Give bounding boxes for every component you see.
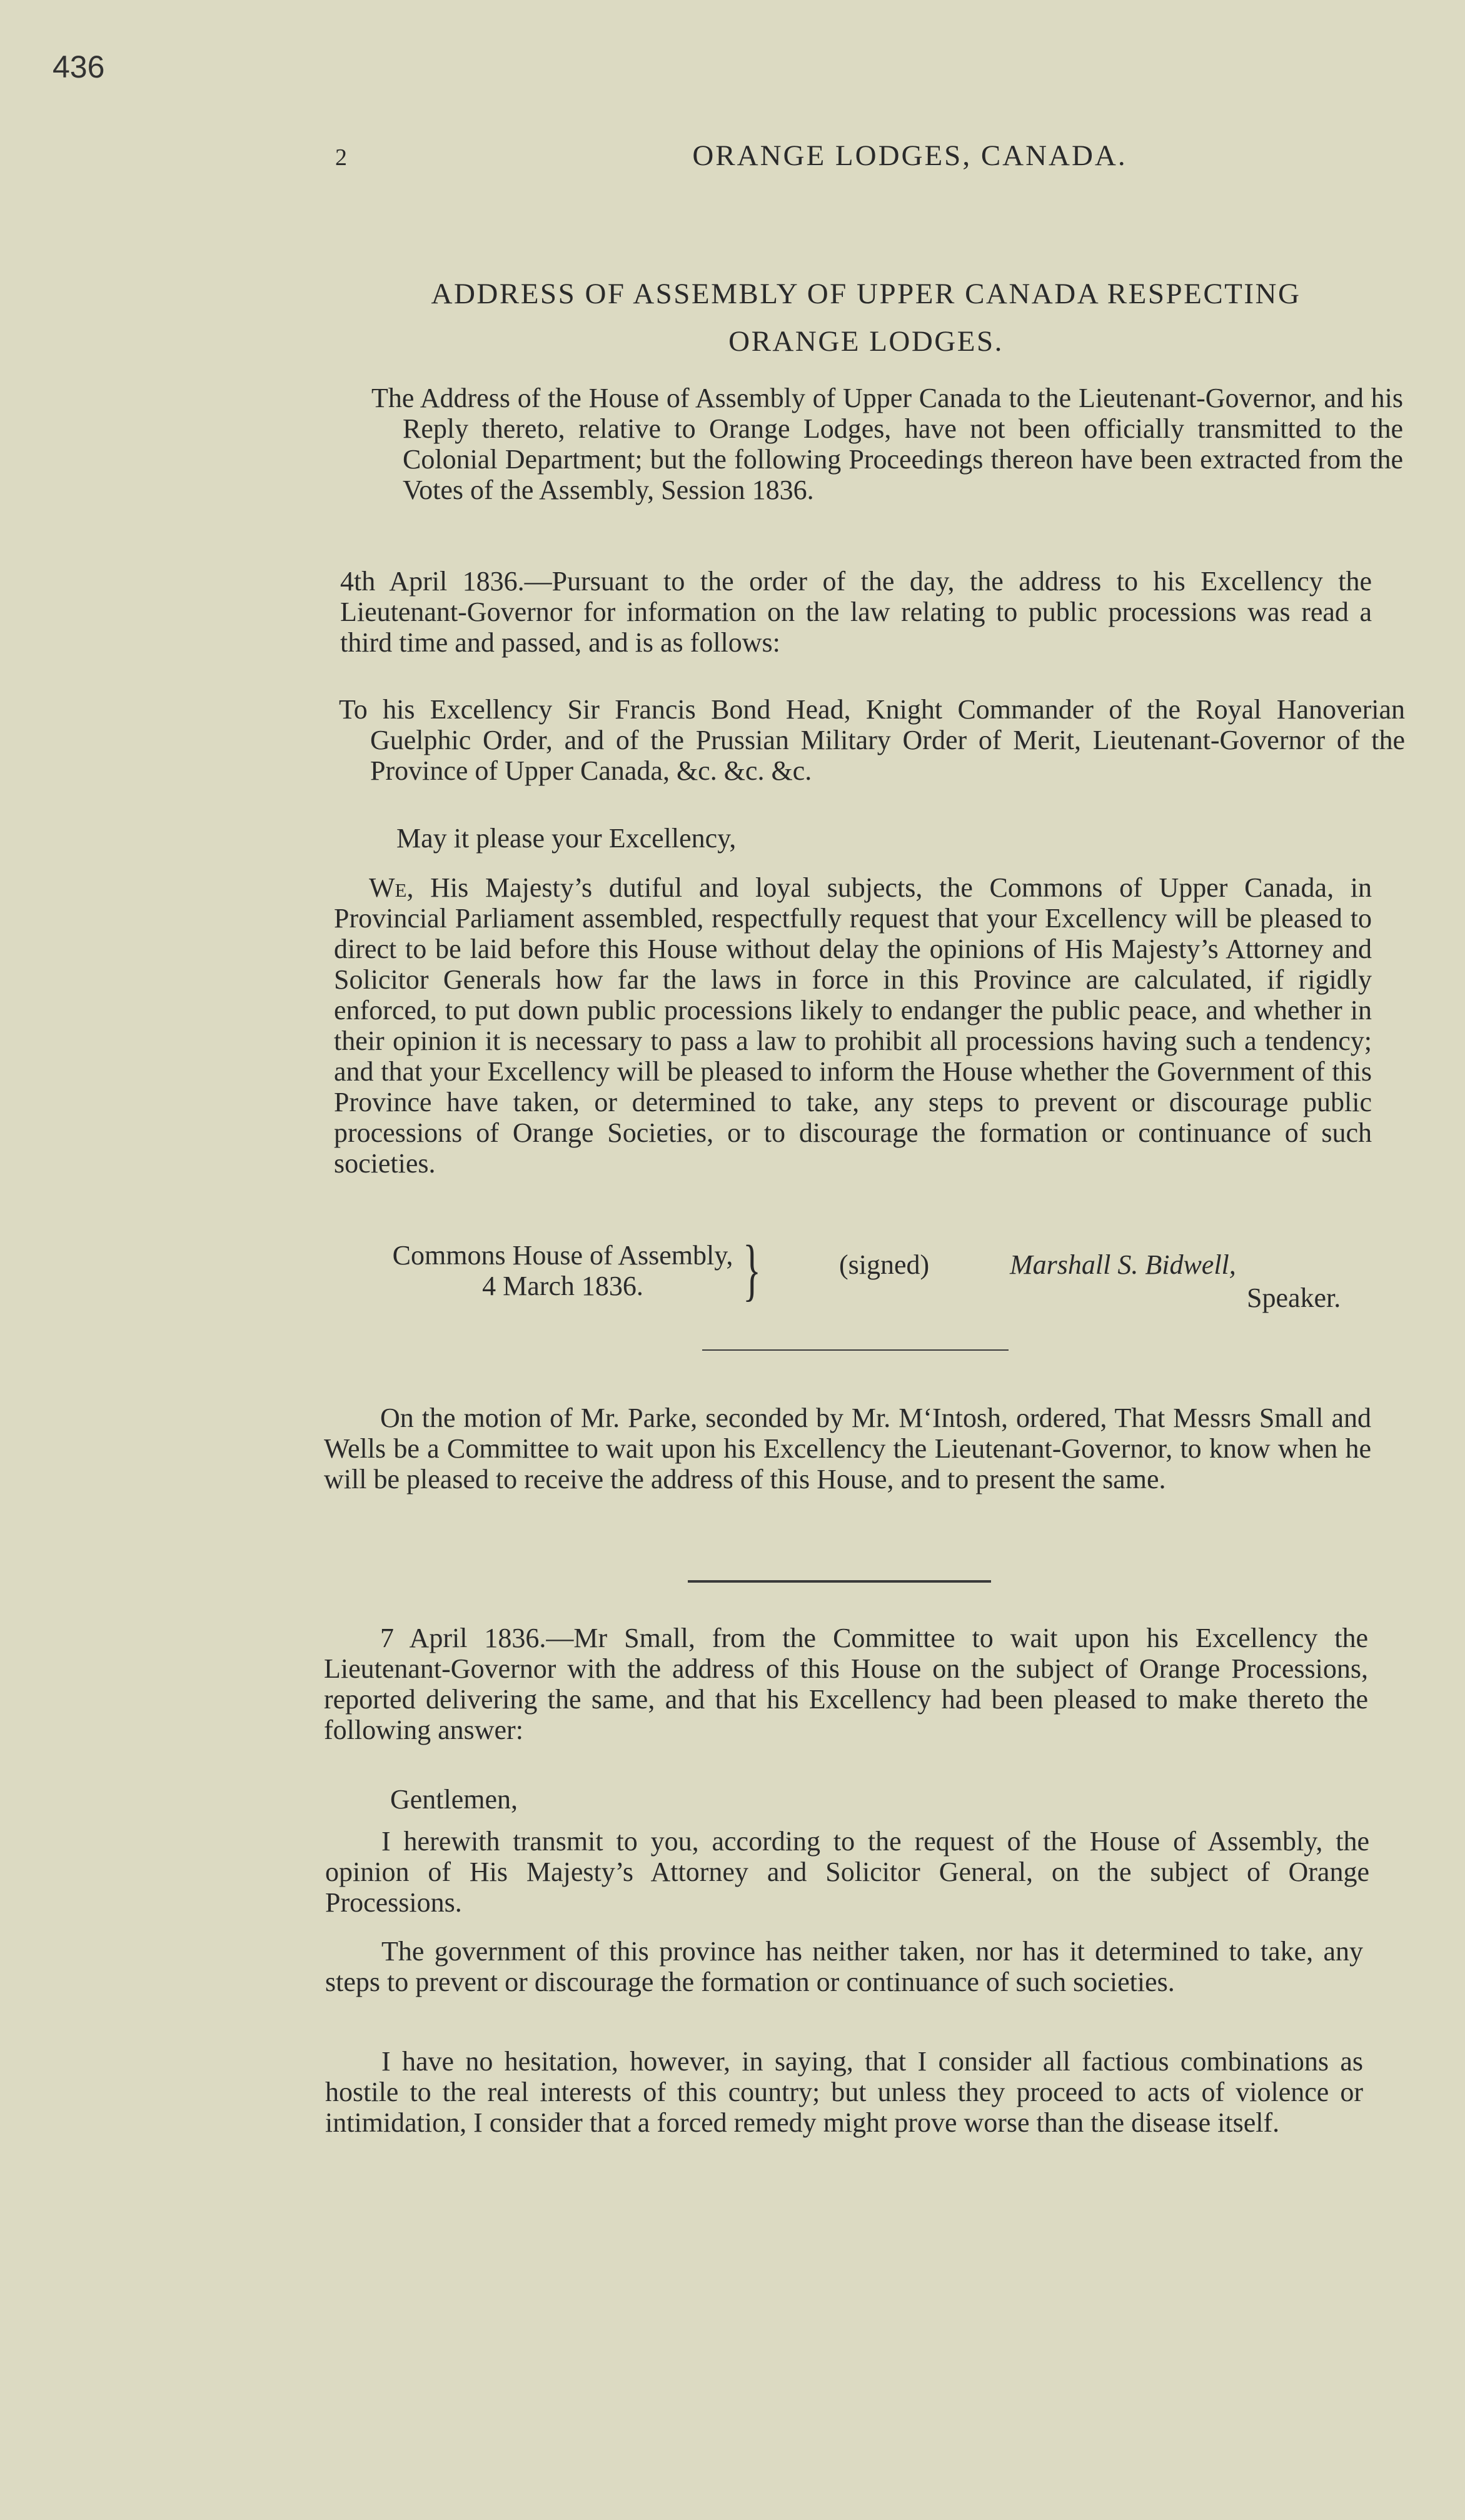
address-body-text: His Majesty’s dutiful and loyal subjects, the Commons of Upper Canada, in Provincial Parliament assembled, respectfully request that your Excellency will be pleased to direct to be laid before this House without delay the opinions of His Majesty’s Attorney and Solicitor Generals how far the laws in force in this Province are calculated, if rigidly enforced, to put down public processions likely to endanger the public peace, and whether in their opinion it is necessary to pass a law to prohibit all processions having such a tendency; and that your Excellency will be pleased to inform the House whether the Government of this Province have taken, or determined to take, any steps to prevent or discourage public processions of Orange Societies, or to discourage the formation or continuance of such societies. [334, 872, 1372, 1179]
signature-name: Marshall S. Bidwell, [1010, 1249, 1236, 1280]
divider-rule-1 [702, 1349, 1009, 1351]
signature-date: 4 March 1836. [482, 1271, 643, 1301]
title-line-2: ORANGE LODGES. [728, 325, 1004, 358]
running-title: ORANGE LODGES, CANADA. [692, 139, 1127, 172]
reply-salutation: Gentlemen, [390, 1784, 518, 1815]
signature-place: Commons House of Assembly, [392, 1240, 733, 1271]
addressee-paragraph: To his Excellency Sir Francis Bond Head, Knight Commander of the Royal Hanoverian Guelphic Order, and of the Prussian Military Order of Merit, Lieutenant-Governor of the Province of Upper Canada, &c. &c. &c. [339, 694, 1405, 786]
reply-paragraph-2: The government of this province has neither taken, nor has it determined to take, any steps to prevent or discourage the formation or continuance of such societies. [325, 1936, 1363, 1997]
folio-number: 2 [335, 144, 347, 171]
address-opening-word: We, [369, 872, 414, 903]
intro-paragraph: The Address of the House of Assembly of Upper Canada to the Lieutenant-Governor, and his Reply thereto, relative to Orange Lodges, have not been officially transmitted to the Colonial Department; but the following Proceedings thereon have been extracted from the Votes of the Assembly, Session 1836. [371, 383, 1403, 505]
reply-paragraph-3: I have no hesitation, however, in saying, that I consider all factious combinations as hostile to the real interests of this country; but unless they proceed to acts of violence or intimidation, I consider that a forced remedy might prove worse than the disease itself. [325, 2046, 1363, 2138]
motion-paragraph: On the motion of Mr. Parke, seconded by Mr. M‘Intosh, ordered, That Messrs Small and Wells be a Committee to wait upon his Excellency the Lieutenant-Governor, to know when he will be pleased to receive the address of this House, and to present the same. [324, 1403, 1371, 1494]
signature-title: Speaker. [1247, 1283, 1341, 1313]
signature-place-date [363, 1231, 763, 1308]
page-number: 436 [53, 49, 105, 84]
document-title [350, 270, 1382, 365]
reply-paragraph-1: I herewith transmit to you, according to the request of the House of Assembly, the opinion of His Majesty’s Attorney and Solicitor General, on the subject of Orange Processions. [325, 1826, 1369, 1918]
running-head [331, 139, 1369, 176]
address-salutation: May it please your Excellency, [396, 823, 737, 854]
april-4-paragraph: 4th April 1836.—Pursuant to the order of the day, the address to his Excellency the Lieutenant-Governor for information on the law relating to public processions was read a third time and passed, and is as follows: [340, 566, 1372, 658]
title-line-1: ADDRESS OF ASSEMBLY OF UPPER CANADA RESPECTING [431, 278, 1301, 310]
address-body-paragraph [334, 872, 1372, 1179]
divider-rule-2 [688, 1580, 991, 1583]
april-7-paragraph: 7 April 1836.—Mr Small, from the Committee to wait upon his Excellency the Lieutenant-Governor with the address of this House on the subject of Orange Processions, reported delivering the same, and that his Excellency had been pleased to make thereto the following answer: [324, 1623, 1368, 1745]
signature-signed: (signed) [839, 1249, 930, 1280]
right-brace: } [743, 1231, 762, 1308]
